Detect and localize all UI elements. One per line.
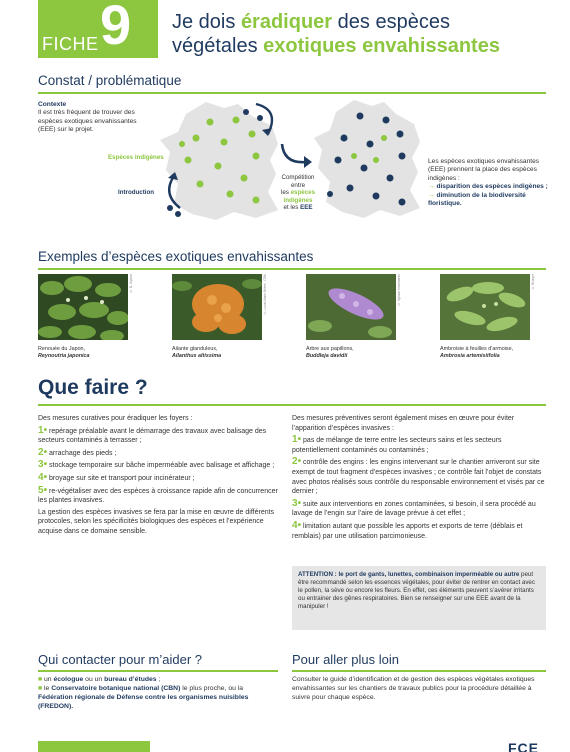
caption-latin: Reynoutria japonica [38, 352, 90, 359]
photo-ambroisie [440, 274, 530, 340]
competition-text: Compétition [281, 174, 315, 181]
que-faire-heading: Que faire ? [38, 376, 148, 399]
competition-text: entre [290, 181, 306, 189]
caption-latin: Buddleja davidii [306, 352, 348, 359]
arrow-icon: → [428, 183, 435, 191]
caption-buddleja [306, 346, 354, 359]
item-number: 3 [292, 497, 298, 509]
curative-intro: Des mesures curatives pour éradiquer les foyers : [38, 415, 193, 422]
contact-highlight: bureau d’études [104, 676, 157, 683]
section-divider [292, 670, 546, 672]
photo-credit: © B. Joyeux [129, 274, 133, 293]
item-text: limitation autant que possible les apports et exports de terre (déblais et remblais) par une utilisation parcimonieuse. [292, 522, 523, 540]
item-number: 2 [292, 456, 298, 468]
contact-line [38, 684, 278, 711]
photo-buddleja [306, 274, 396, 340]
consequence-note [428, 158, 558, 208]
title-part: des espèces [332, 11, 450, 33]
exemples-heading: Exemples d’espèces exotiques envahissantes [38, 249, 314, 264]
label-introduction: Introduction [118, 189, 155, 196]
introduction-arrow-icon [250, 100, 282, 140]
page-title [172, 10, 562, 58]
constat-heading: Constat / problématique [38, 73, 182, 88]
contact-text: ou un [83, 676, 105, 683]
photo-credit: © Sylvain Montmartin [397, 274, 401, 306]
attention-box [292, 566, 546, 630]
list-item: 2• arrachage des pieds ; [38, 446, 117, 458]
item-text: repérage préalable avant le démarrage des travaux avec balisage des secteurs contaminés à terrasser ; [38, 427, 267, 445]
france-map-invaded [314, 98, 424, 220]
arrow-icon: → [428, 191, 435, 199]
attention-bold: ATTENTION : le port de gants, lunettes, combinaison imperméable ou autre [298, 571, 520, 578]
contact-highlight: Fédération régionale de Défense contre les organismes nuisibles (FREDON). [38, 694, 249, 710]
title-part: végétales [172, 35, 264, 57]
list-item: 2• contrôle des engins : les engins intervenant sur le chantier arriveront sur site exempt de tout fragment d’espèces invasives ; ce contrôle fait l’objet de constats avec photos réalisés sous contrôle du responsable environnement et visés par ce dernier ; [292, 456, 545, 496]
item-text: arrachage des pieds ; [49, 449, 117, 457]
item-number: 2 [38, 446, 44, 458]
contact-highlight: Conservatoire botanique national (CBN) [51, 685, 181, 692]
title-highlight: éradiquer [240, 11, 333, 33]
section-divider [38, 268, 546, 270]
contact-text: ; [156, 676, 161, 683]
caption-ailante [172, 346, 221, 359]
item-number: 4 [292, 519, 298, 531]
title-highlight: exotiques envahissantes [263, 35, 500, 57]
footer-bar [38, 741, 150, 752]
item-number: 1 [38, 424, 44, 436]
competition-eee: EEE [300, 204, 313, 212]
note-intro: Les espèces exotiques envahissantes (EEE) prennent la place des espèces indigènes : [428, 158, 540, 182]
competition-text: et les [283, 204, 299, 212]
preventive-intro: Des mesures préventives seront également mises en œuvre pour éviter l’apparition d’espèces invasives : [292, 415, 515, 432]
footer-logo: FCE [508, 740, 539, 752]
bullet-square-icon: ■ [38, 676, 43, 683]
caption-latin: Ailanthus altissima [172, 352, 222, 359]
curative-measures [38, 414, 278, 539]
note-item: disparition des espèces indigènes ; [436, 183, 548, 191]
competition-arrow-icon [278, 140, 316, 170]
item-text: pas de mélange de terre entre les secteurs sains et les secteurs potentiellement contaminés ou contaminés ; [292, 437, 502, 454]
curative-outro: La gestion des espèces invasives se fera par la mise en œuvre de différents protocoles, selon les spécificités biologiques des espèces et l’expérience acquise dans ce domaine sensible. [38, 508, 275, 535]
item-text: broyage sur site et transport pour incinérateur ; [49, 474, 195, 482]
item-number: 3 [38, 459, 44, 471]
caption-common: Arbre aux papillons, [306, 346, 354, 352]
caption-ambroisie [440, 346, 513, 359]
aller-heading: Pour aller plus loin [292, 652, 399, 667]
item-number: 4 [38, 471, 44, 483]
item-number: 1 [292, 434, 298, 446]
contact-block [38, 675, 278, 711]
section-divider [38, 92, 546, 94]
list-item: 5• re-végétaliser avec des espèces à croissance rapide afin de concurrencer les plantes invasives. [38, 484, 278, 505]
caption-latin: Ambrosia artemisiifolia [440, 352, 500, 359]
caption-common: Ailante glanduleux, [172, 346, 218, 352]
title-part: Je dois [172, 11, 241, 33]
list-item: 3• suite aux interventions en zones contaminées, si besoin, il sera procédé au lavage de l’engin sur l’aire de lavage prévue à cet effet ; [292, 497, 536, 518]
item-text: re-végétaliser avec des espèces à croissance rapide afin de concurrencer les plantes invasives. [38, 487, 278, 505]
list-item: 4• broyage sur site et transport pour incinérateur ; [38, 471, 195, 483]
contact-highlight: écologue [53, 676, 84, 683]
photo-credit: © Biotope [531, 274, 535, 290]
competition-native: espèces indigènes [283, 189, 316, 204]
photo-credit: © Louis-Marie Brière - CBN [263, 274, 267, 315]
list-item: 1• pas de mélange de terre entre les secteurs sains et les secteurs potentiellement contaminés ou contaminés ; [292, 434, 502, 454]
item-text: suite aux interventions en zones contaminées, si besoin, il sera procédé au lavage de l’engin sur l’aire de lavage prévue à cet effet ; [292, 500, 536, 518]
label-native-species: Espèces indigènes [108, 154, 164, 161]
competition-text: les [280, 189, 289, 197]
contact-heading: Qui contacter pour m’aider ? [38, 652, 203, 667]
list-item: 1• repérage préalable avant le démarrage des travaux avec balisage des secteurs contaminés à terrasser ; [38, 424, 267, 445]
bullet-square-icon: ■ [38, 685, 43, 692]
attention-text: peut être recommandé selon les essences végétales, pour éviter de rentrer en contact avec le pollen, la sève ou encore les fleurs. En effet, ces éléments peuvent s’avérer irritants ou entrainer des gênes respiratoires. Bien se renseigner sur une EEE avant de la manipuler ! [298, 571, 535, 610]
item-number: 5 [38, 484, 44, 496]
item-text: stockage temporaire sur bâche imperméable avec balisage et affichage ; [49, 462, 275, 470]
contexte-label: Contexte [38, 101, 67, 108]
fiche-number: 9 [100, 0, 132, 56]
contexte-text: Il est très fréquent de trouver des espèces exotiques envahissantes (EEE) sur le projet. [38, 109, 137, 134]
list-item: 3• stockage temporaire sur bâche imperméable avec balisage et affichage ; [38, 459, 275, 471]
caption-common: Ambroisie à feuilles d’armoise, [440, 346, 514, 352]
item-text: contrôle des engins : les engins intervenant sur le chantier arriveront sur site exempt de tout fragment d’espèces invasives ; ce contrôle fait l’objet de constats avec photos réalisés sous contrôle du responsable environnement et visés par ce dernier ; [292, 459, 545, 496]
list-item: 4• limitation autant que possible les apports et exports de terre (déblais et remblais) par une utilisation parcimonieuse. [292, 519, 523, 540]
aller-text: Consulter le guide d’identification et de gestion des espèces végétales exotiques envahissantes sur les chantiers de travaux publics pour la procédure détaillée à suivre pour chaque espèce. [292, 676, 535, 701]
fiche-word: FICHE [42, 34, 99, 54]
note-item: diminution de la biodiversité floristique. [428, 191, 526, 208]
section-divider [38, 670, 278, 672]
contexte-block [38, 101, 148, 135]
caption-common: Renouée du Japon, [38, 346, 86, 352]
photo-renouee [38, 274, 128, 340]
contact-text: le [44, 685, 52, 692]
preventive-measures [292, 414, 546, 543]
contact-text: le plus proche, ou la [180, 685, 244, 692]
photo-ailante [172, 274, 262, 340]
caption-renouee [38, 346, 90, 359]
fiche-badge [38, 0, 158, 58]
contact-text: un [44, 676, 54, 683]
section-divider [38, 404, 546, 406]
contact-line [38, 675, 278, 684]
introduction-arrow-icon [160, 170, 184, 210]
